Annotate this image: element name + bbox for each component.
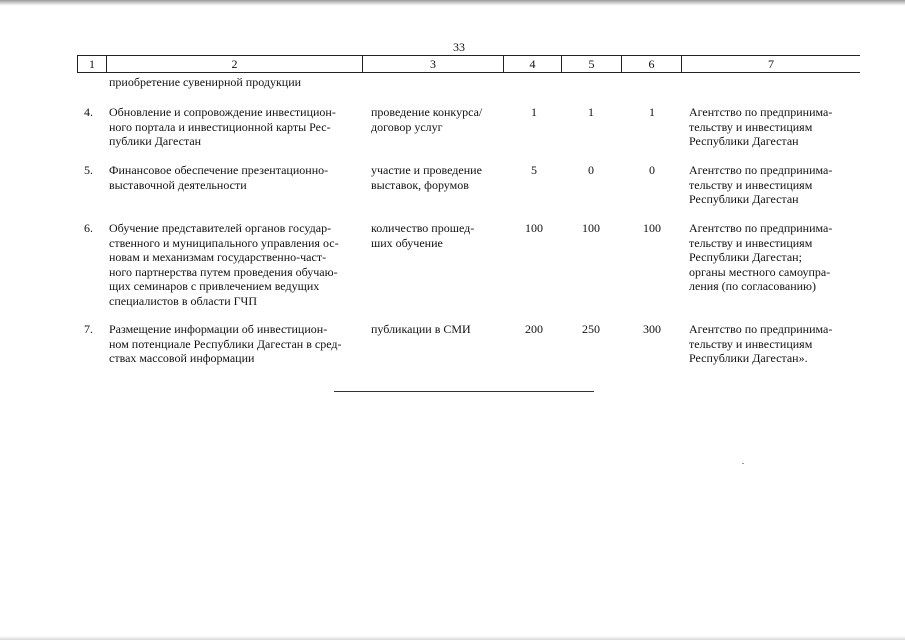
closing-divider-line <box>334 391 594 392</box>
measure-name <box>109 105 336 149</box>
indicator-line: количество прошед- <box>371 221 475 235</box>
indicator-line: ших обучение <box>371 235 443 250</box>
scan-speck <box>742 463 744 464</box>
value-col4: 100 <box>525 221 543 235</box>
executor <box>689 105 832 149</box>
measure-name-line: Обучение представителей органов государ- <box>109 221 332 235</box>
executor-line: Агентство по предпринима- <box>689 221 833 235</box>
row-number: 5. <box>84 163 93 177</box>
column-header-3: 3 <box>363 56 504 72</box>
column-header-7: 7 <box>768 57 774 71</box>
measure-name-line: выставочной деятельности <box>109 177 247 192</box>
indicator-line: проведение конкурса/ <box>371 105 483 119</box>
measure-name <box>109 221 339 308</box>
indicator <box>371 105 482 134</box>
scan-shadow-top <box>0 0 905 6</box>
executor-line: Республики Дагестан». <box>689 351 808 365</box>
page-number: 33 <box>453 40 465 54</box>
row-number: 7. <box>84 322 93 336</box>
measure-name-line: ного партнерства путем проведения обучаю- <box>109 264 338 279</box>
scan-shadow-bottom <box>0 636 905 640</box>
executor-line: Республики Дагестан; <box>689 250 802 264</box>
executor <box>689 221 832 294</box>
measure-name-line: Финансовое обеспечение презентационно- <box>109 163 329 177</box>
value-col4: 1 <box>531 105 537 119</box>
executor-line: Республики Дагестан <box>689 134 799 148</box>
measure-name-line: ного портала и инвестиционной карты Рес- <box>109 119 331 134</box>
executor-line: органы местного самоупра- <box>689 264 831 279</box>
measure-name <box>109 163 328 192</box>
value-col5: 1 <box>588 105 594 119</box>
value-col5: 0 <box>588 163 594 177</box>
indicator <box>371 221 474 250</box>
value-col6: 100 <box>643 221 661 235</box>
table-header-row <box>77 55 860 73</box>
column-header-4: 4 <box>504 56 562 72</box>
row-number: 4. <box>84 105 93 119</box>
value-col4: 5 <box>531 163 537 177</box>
measure-name-line: новам и механизмам государственно-част- <box>109 250 327 264</box>
executor-line: тельству и инвестициям <box>689 336 813 351</box>
indicator-line: публикации в СМИ <box>371 322 471 336</box>
measure-name-line: ствах массовой информации <box>109 351 255 365</box>
executor-line: ления (по согласованию) <box>689 279 817 293</box>
measure-name-line: публики Дагестан <box>109 134 202 148</box>
indicator-line: договор услуг <box>371 119 443 134</box>
measure-name-line: Размещение информации об инвестицион- <box>109 322 328 336</box>
executor-line: тельству и инвестициям <box>689 119 813 134</box>
value-col5: 100 <box>582 221 600 235</box>
column-header-2: 2 <box>107 56 363 72</box>
value-col5: 250 <box>582 322 600 336</box>
row-number: 6. <box>84 221 93 235</box>
column-header-6: 6 <box>622 56 682 72</box>
continuation-text: приобретение сувенирной продукции <box>109 75 302 89</box>
executor-line: Агентство по предпринима- <box>689 322 833 336</box>
column-header-1: 1 <box>78 56 107 72</box>
measure-name-line: Обновление и сопровождение инвестицион- <box>109 105 336 119</box>
executor-line: тельству и инвестициям <box>689 235 813 250</box>
executor-line: тельству и инвестициям <box>689 177 813 192</box>
measure-name-line: ственного и муниципального управления ос- <box>109 235 339 250</box>
executor <box>689 163 832 207</box>
indicator <box>371 163 482 192</box>
executor <box>689 322 832 366</box>
measure-name-line: щих семинаров с привлечением ведущих <box>109 279 320 293</box>
value-col6: 1 <box>649 105 655 119</box>
indicator-line: выставок, форумов <box>371 177 469 192</box>
measure-name <box>109 322 341 366</box>
executor-line: Агентство по предпринима- <box>689 163 833 177</box>
value-col6: 0 <box>649 163 655 177</box>
indicator-line: участие и проведение <box>371 163 482 177</box>
value-col6: 300 <box>643 322 661 336</box>
executor-line: Агентство по предпринима- <box>689 105 833 119</box>
executor-line: Республики Дагестан <box>689 192 799 206</box>
value-col4: 200 <box>525 322 543 336</box>
indicator <box>371 322 471 337</box>
measure-name-line: ном потенциале Республики Дагестан в сред- <box>109 336 342 351</box>
column-header-5: 5 <box>562 56 622 72</box>
measure-name-line: специалистов в области ГЧП <box>109 293 258 308</box>
